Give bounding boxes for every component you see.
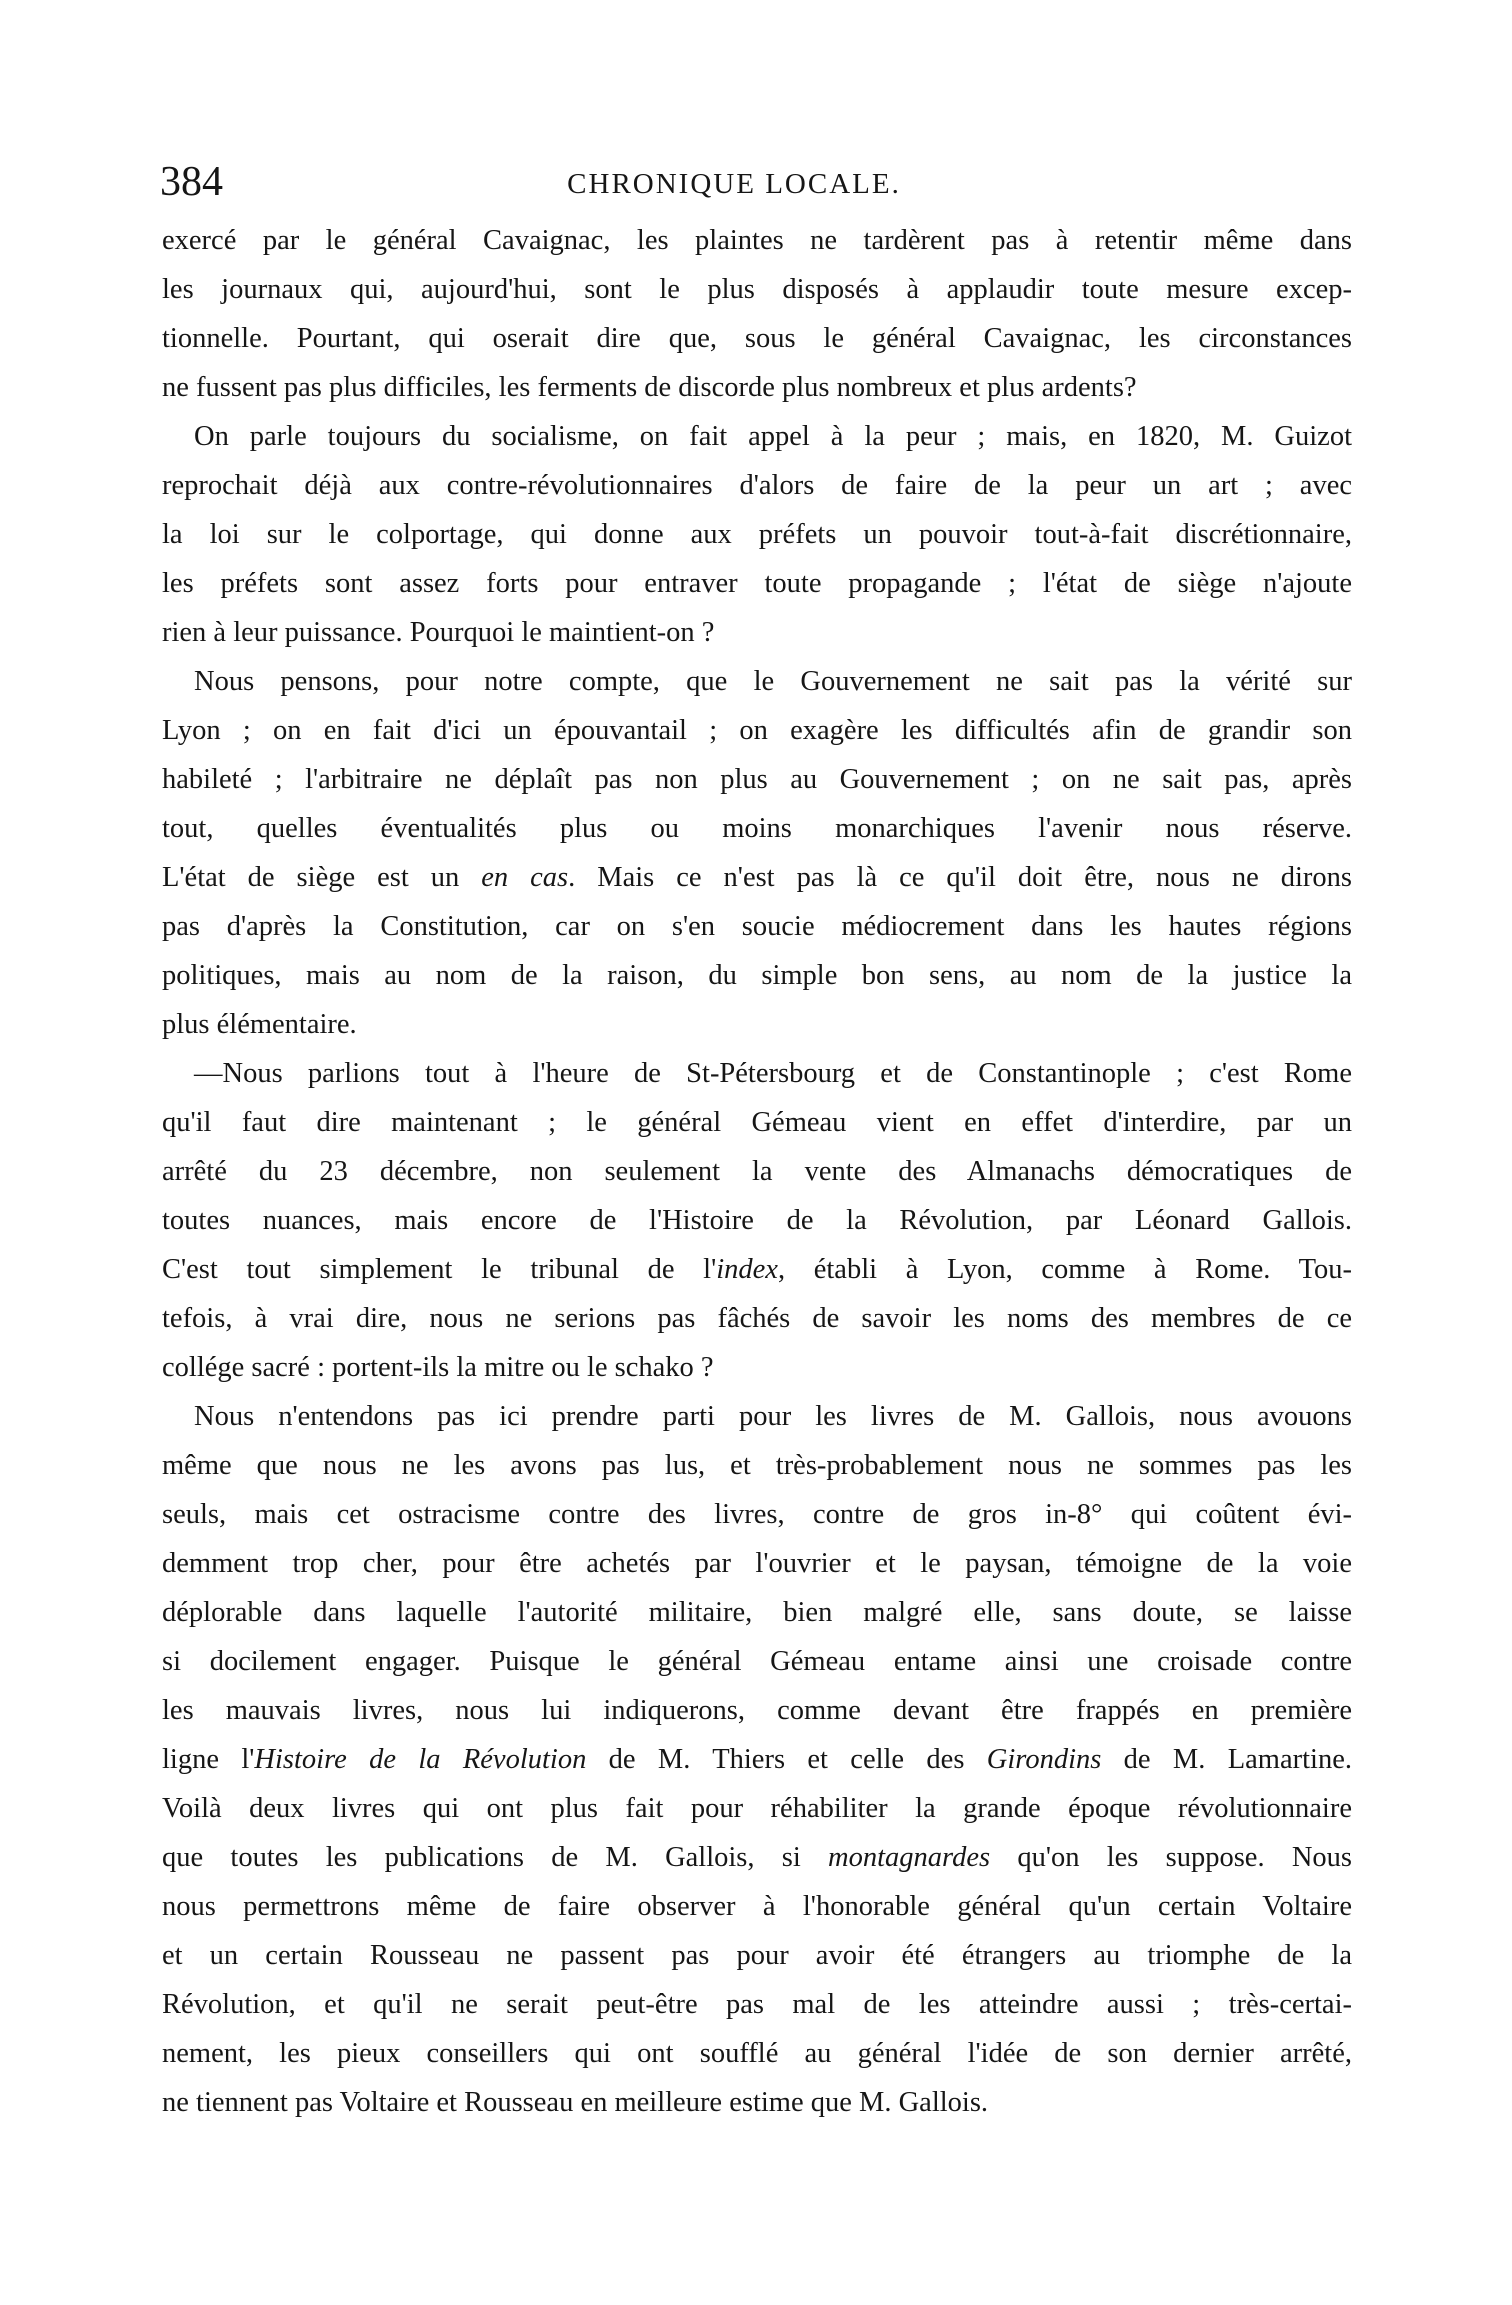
body-text bbox=[162, 216, 1352, 2127]
text-segment: tefois, à vrai dire, nous ne serions pas fâchés de savoir les noms des membres de ce bbox=[162, 1303, 1352, 1334]
text-segment: toutes nuances, mais encore de l'Histoire de la Révolution, par Léonard Gallois. bbox=[162, 1205, 1352, 1236]
text-line bbox=[162, 2029, 1352, 2078]
text-line bbox=[162, 1882, 1352, 1931]
text-segment: les préfets sont assez forts pour entraver toute propagande ; l'état de siège n'ajoute bbox=[162, 568, 1352, 599]
text-segment: qu'on les suppose. Nous bbox=[990, 1842, 1352, 1873]
text-segment: exercé par le général Cavaignac, les plaintes ne tardèrent pas à retentir même dans bbox=[162, 225, 1352, 256]
text-segment: que toutes les publications de M. Gallois, si bbox=[162, 1842, 829, 1873]
text-line bbox=[162, 755, 1352, 804]
text-segment: la loi sur le colportage, qui donne aux préfets un pouvoir tout-à-fait discrétionnaire, bbox=[162, 519, 1352, 550]
italic-text: Histoire de la Révolution bbox=[254, 1744, 587, 1775]
text-line bbox=[162, 657, 1352, 706]
text-line bbox=[162, 1539, 1352, 1588]
text-line bbox=[162, 951, 1352, 1000]
text-line bbox=[162, 314, 1352, 363]
italic-text: en cas bbox=[481, 862, 569, 893]
text-segment: tionnelle. Pourtant, qui oserait dire que, sous le général Cavaignac, les circonstances bbox=[162, 323, 1352, 354]
paragraph bbox=[162, 412, 1352, 657]
text-line bbox=[162, 559, 1352, 608]
text-line bbox=[162, 1245, 1352, 1294]
text-segment: pas d'après la Constitution, car on s'en soucie médiocrement dans les hautes régions bbox=[162, 911, 1352, 942]
text-line bbox=[162, 804, 1352, 853]
text-segment: ne tiennent pas Voltaire et Rousseau en meilleure estime que M. Gallois. bbox=[162, 2087, 989, 2118]
text-line bbox=[162, 2078, 1352, 2127]
text-line bbox=[162, 1686, 1352, 1735]
text-line bbox=[162, 216, 1352, 265]
text-segment: Lyon ; on en fait d'ici un épouvantail ; on exagère les difficultés afin de grandir son bbox=[162, 715, 1352, 746]
text-segment: Nous pensons, pour notre compte, que le Gouvernement ne sait pas la vérité sur bbox=[194, 666, 1352, 697]
text-line bbox=[162, 1392, 1352, 1441]
text-line bbox=[162, 1784, 1352, 1833]
text-segment: nement, les pieux conseillers qui ont soufflé au général l'idée de son dernier arrêté, bbox=[162, 2038, 1352, 2069]
text-line bbox=[162, 1196, 1352, 1245]
text-line bbox=[162, 1931, 1352, 1980]
text-segment: Nous n'entendons pas ici prendre parti pour les livres de M. Gallois, nous avouons bbox=[194, 1401, 1352, 1432]
text-line bbox=[162, 1098, 1352, 1147]
text-line bbox=[162, 1294, 1352, 1343]
italic-text: montagnardes bbox=[828, 1842, 991, 1873]
text-line bbox=[162, 1049, 1352, 1098]
text-segment: seuls, mais cet ostracisme contre des livres, contre de gros in-8° qui coûtent évi- bbox=[162, 1499, 1352, 1530]
text-line bbox=[162, 1343, 1352, 1392]
text-line bbox=[162, 853, 1352, 902]
text-segment: déplorable dans laquelle l'autorité militaire, bien malgré elle, sans doute, se laisse bbox=[162, 1597, 1352, 1628]
text-line bbox=[162, 510, 1352, 559]
running-head bbox=[0, 166, 1512, 202]
text-segment: si docilement engager. Puisque le général Gémeau entame ainsi une croisade contre bbox=[162, 1646, 1352, 1677]
text-line bbox=[162, 1735, 1352, 1784]
text-line bbox=[162, 608, 1352, 657]
italic-text: Girondins bbox=[986, 1744, 1102, 1775]
text-segment: Révolution, et qu'il ne serait peut-être pas mal de les atteindre aussi ; très-certai- bbox=[162, 1989, 1352, 2020]
page-number: 384 bbox=[160, 159, 223, 205]
text-line bbox=[162, 706, 1352, 755]
text-segment: de M. Lamartine. bbox=[1101, 1744, 1352, 1775]
text-segment: arrêté du 23 décembre, non seulement la vente des Almanachs démocratiques de bbox=[162, 1156, 1352, 1187]
text-segment: même que nous ne les avons pas lus, et très-probablement nous ne sommes pas les bbox=[162, 1450, 1352, 1481]
italic-text: index bbox=[716, 1254, 778, 1285]
text-line bbox=[162, 412, 1352, 461]
text-segment: les journaux qui, aujourd'hui, sont le plus disposés à applaudir toute mesure excep- bbox=[162, 274, 1352, 305]
text-line bbox=[162, 1441, 1352, 1490]
text-segment: demment trop cher, pour être achetés par l'ouvrier et le paysan, témoigne de la voie bbox=[162, 1548, 1352, 1579]
text-segment: habileté ; l'arbitraire ne déplaît pas non plus au Gouvernement ; on ne sait pas, après bbox=[162, 764, 1352, 795]
text-segment: . Mais ce n'est pas là ce qu'il doit être, nous ne dirons bbox=[568, 862, 1353, 893]
text-line bbox=[162, 1000, 1352, 1049]
text-segment: ne fussent pas plus difficiles, les ferments de discorde plus nombreux et plus ardents? bbox=[162, 372, 1137, 403]
paragraph bbox=[162, 1392, 1352, 2127]
paragraph bbox=[162, 1049, 1352, 1392]
text-line bbox=[162, 1588, 1352, 1637]
text-segment: L'état de siège est un bbox=[162, 862, 482, 893]
text-line bbox=[162, 902, 1352, 951]
text-segment: reprochait déjà aux contre-révolutionnaires d'alors de faire de la peur un art ; avec bbox=[162, 470, 1352, 501]
text-segment: de M. Thiers et celle des bbox=[586, 1744, 987, 1775]
text-segment: ligne l' bbox=[162, 1744, 255, 1775]
text-segment: nous permettrons même de faire observer à l'honorable général qu'un certain Voltaire bbox=[162, 1891, 1352, 1922]
text-segment: collége sacré : portent-ils la mitre ou le schako ? bbox=[162, 1352, 714, 1383]
text-segment: rien à leur puissance. Pourquoi le maintient-on ? bbox=[162, 617, 715, 648]
text-segment: , établi à Lyon, comme à Rome. Tou- bbox=[777, 1254, 1352, 1285]
text-segment: plus élémentaire. bbox=[162, 1009, 357, 1040]
text-line bbox=[162, 265, 1352, 314]
text-line bbox=[162, 1980, 1352, 2029]
text-segment: On parle toujours du socialisme, on fait appel à la peur ; mais, en 1820, M. Guizot bbox=[194, 421, 1352, 452]
text-line bbox=[162, 363, 1352, 412]
text-line bbox=[162, 1637, 1352, 1686]
text-line bbox=[162, 461, 1352, 510]
text-segment: C'est tout simplement le tribunal de l' bbox=[162, 1254, 717, 1285]
text-segment: politiques, mais au nom de la raison, du simple bon sens, au nom de la justice la bbox=[162, 960, 1352, 991]
text-line bbox=[162, 1490, 1352, 1539]
text-segment: et un certain Rousseau ne passent pas pour avoir été étrangers au triomphe de la bbox=[162, 1940, 1352, 1971]
text-segment: les mauvais livres, nous lui indiquerons, comme devant être frappés en première bbox=[162, 1695, 1352, 1726]
text-line bbox=[162, 1833, 1352, 1882]
text-segment: Voilà deux livres qui ont plus fait pour réhabiliter la grande époque révolutionnaire bbox=[162, 1793, 1352, 1824]
paragraph bbox=[162, 657, 1352, 1049]
text-segment: tout, quelles éventualités plus ou moins monarchiques l'avenir nous réserve. bbox=[162, 813, 1352, 844]
text-line bbox=[162, 1147, 1352, 1196]
paragraph bbox=[162, 216, 1352, 412]
running-title: CHRONIQUE LOCALE. bbox=[567, 168, 901, 200]
text-segment: —Nous parlions tout à l'heure de St-Pétersbourg et de Constantinople ; c'est Rome bbox=[194, 1058, 1352, 1089]
text-segment: qu'il faut dire maintenant ; le général Gémeau vient en effet d'interdire, par un bbox=[162, 1107, 1352, 1138]
